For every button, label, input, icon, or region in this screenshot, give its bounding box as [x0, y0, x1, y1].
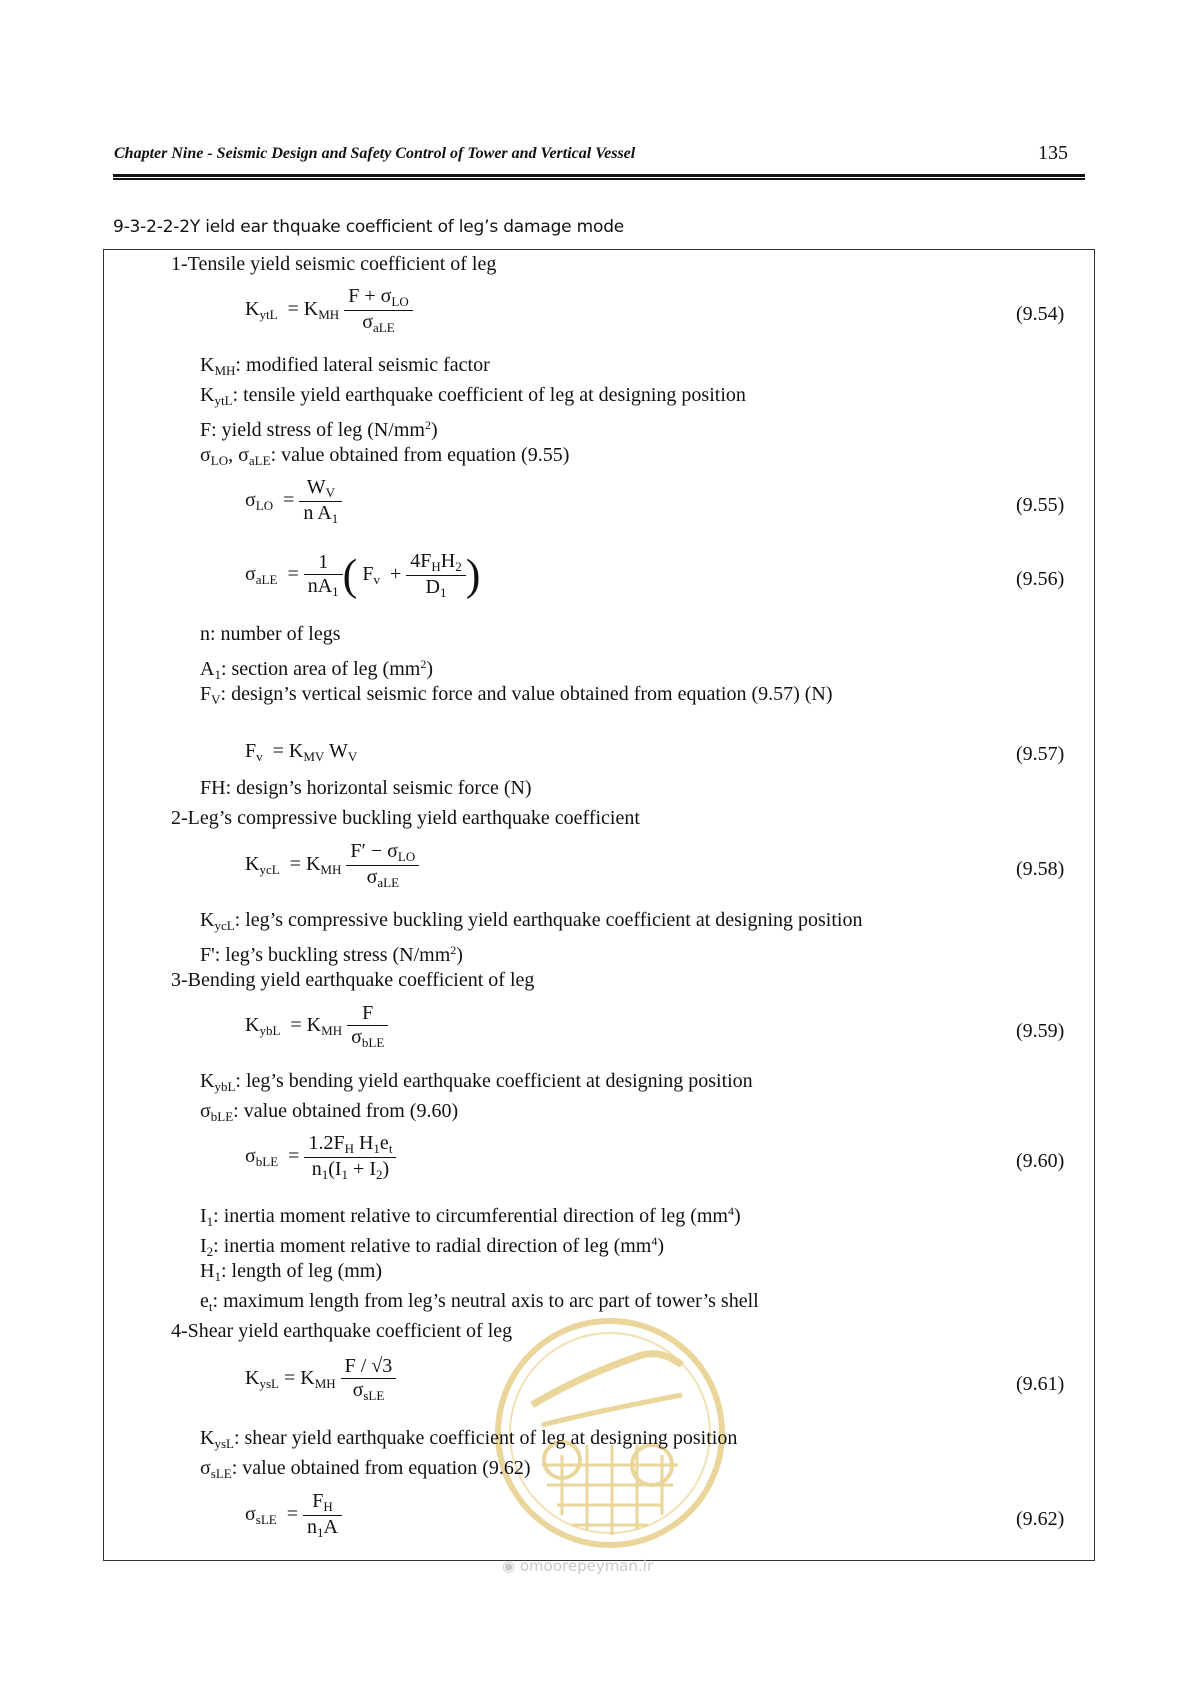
definition-a1: $A_1$: section area of leg $(mm^2)$ — [200, 657, 433, 682]
definition-sigma-ble: $\sigma_{bLE}$: value obtained from (9.60) — [200, 1100, 459, 1124]
equation-9-62: $\sigma_{sLE}$ = $\frac{F_H}{n_1A}$ — [245, 1490, 342, 1541]
definition-i2: $I_2$: inertia moment relative to radial direction of leg $(mm^4)$ — [200, 1234, 665, 1259]
subheading-bending: 3-Bending yield earthquake coefficient of leg — [171, 969, 535, 991]
definition-sigma-sle: $\sigma_{sLE}$: value obtained from equation (9.62) — [200, 1457, 531, 1481]
equation-number-9-59: (9.59) — [1016, 1020, 1065, 1042]
equation-9-58: $K_{ycL} = K_{MH}$ $\frac{F' - \sigma_{LO}}{\sigma_{aLE}}$ — [245, 840, 419, 891]
definition-sigma: $\sigma_{LO}$, $\sigma_{aLE}$: value obtained from equation (9.55) — [200, 444, 570, 468]
definition-kysl: $K_{ysL}$: shear yield earthquake coefficient of leg at designing position — [200, 1427, 738, 1451]
equation-number-9-58: (9.58) — [1016, 858, 1065, 880]
definition-fprime: F': leg’s buckling stress $(N/mm^2)$ — [200, 943, 463, 966]
equation-9-56: $\sigma_{aLE}$ = $\frac{1}{nA_1}$ ( $F_v$ + $\frac{4F_HH_2}{D_1}$ ) — [245, 550, 481, 600]
equation-number-9-62: (9.62) — [1016, 1508, 1065, 1530]
equation-number-9-55: (9.55) — [1016, 494, 1065, 516]
equation-number-9-57: (9.57) — [1016, 743, 1065, 765]
definition-h1: $H_1$: length of leg (mm) — [200, 1260, 383, 1284]
definition-fv: $F_V$: design’s vertical seismic force and value obtained from equation (9.57) (N) — [200, 683, 833, 707]
header-rule-thin — [113, 178, 1085, 180]
equation-number-9-54: (9.54) — [1016, 303, 1065, 325]
equation-9-59: $K_{ybL} = K_{MH}$ $\frac{F}{\sigma_{bLE}}$ — [245, 1002, 388, 1051]
definition-kybl: $K_{ybL}$: leg’s bending yield earthquake coefficient at designing position — [200, 1070, 753, 1094]
definition-kycl: $K_{ycL}$: leg’s compressive buckling yield earthquake coefficient at designing position — [200, 909, 863, 933]
subheading-shear: 4-Shear yield earthquake coefficient of leg — [171, 1320, 513, 1342]
subheading-tensile: 1-Tensile yield seismic coefficient of leg — [171, 253, 497, 275]
definition-kytl: $K_{ytL}$: tensile yield earthquake coefficient of leg at designing position — [200, 384, 746, 408]
definition-kmh: $K_{MH}$: modified lateral seismic factor — [200, 354, 490, 378]
subheading-compressive: 2-Leg’s compressive buckling yield earthquake coefficient — [171, 807, 640, 829]
section-heading: 9-3-2-2-2Y ield ear thquake coefficient of leg’s damage mode — [113, 217, 625, 237]
equation-9-61: $K_{ysL} = K_{MH}$ $\frac{F / √3}{\sigma_{sLE}}$ — [245, 1355, 396, 1404]
definition-et: $e_t$: maximum length from leg’s neutral axis to arc part of tower’s shell — [200, 1290, 759, 1314]
watermark-url: ◉ omoorepeyman.ir — [502, 1557, 654, 1575]
page-number: 135 — [1038, 142, 1068, 164]
definition-f: F: yield stress of leg $(N/mm^2)$ — [200, 418, 438, 441]
definition-n: n: number of legs — [200, 623, 341, 645]
equation-9-57: $F_v = K_{MV}$ $W_V$ — [245, 740, 358, 764]
equation-9-54: $K_{ytL} = K_{MH}$ $\frac{F + \sigma_{LO}}{\sigma_{aLE}}$ — [245, 285, 413, 336]
equation-number-9-61: (9.61) — [1016, 1373, 1065, 1395]
running-header-title: Chapter Nine - Seismic Design and Safety Control of Tower and Vertical Vessel — [114, 145, 636, 162]
equation-9-60: $\sigma_{bLE}$ = $\frac{1.2F_H H_1e_t}{n_1(I_1 + I_2)}$ — [245, 1132, 396, 1183]
equation-number-9-60: (9.60) — [1016, 1150, 1065, 1172]
equation-9-55: $\sigma_{LO}$ = $\frac{W_V}{n A_1}$ — [245, 476, 342, 527]
definition-i1: $I_1$: inertia moment relative to circumferential direction of leg $(mm^4)$ — [200, 1204, 741, 1229]
definition-fh: FH: design’s horizontal seismic force (N) — [200, 777, 532, 799]
header-rule-thick — [113, 174, 1085, 177]
equation-number-9-56: (9.56) — [1016, 568, 1065, 590]
